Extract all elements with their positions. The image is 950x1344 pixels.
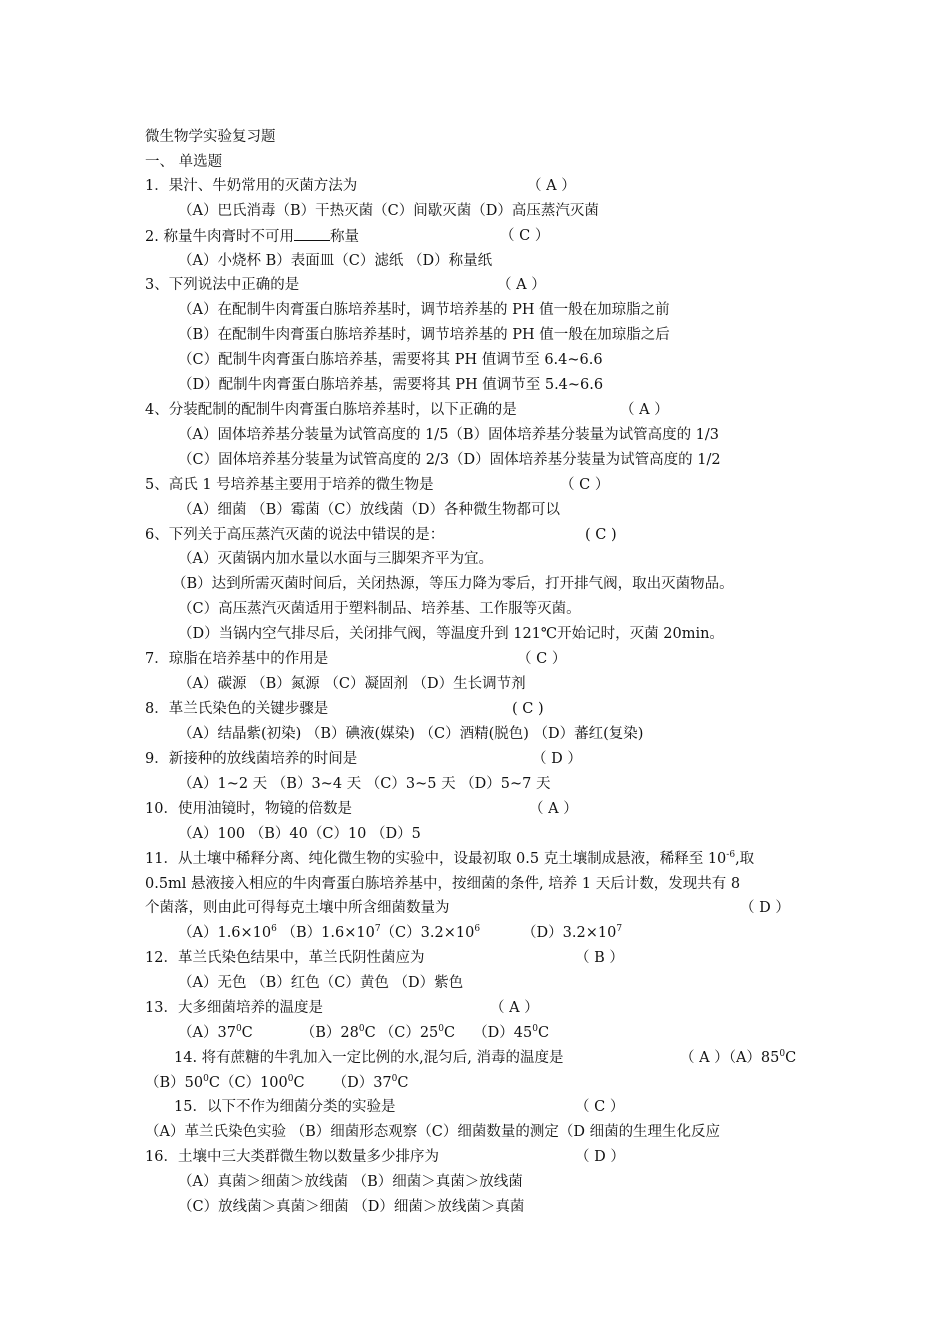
question-5-options: （A）细菌 （B）霉菌（C）放线菌（D）各种微生物都可以 xyxy=(178,502,560,518)
question-10-options: （A）100 （B）40（C）10 （D）5 xyxy=(178,826,421,842)
question-1-stem: 1．果汁、牛奶常用的灭菌方法为 xyxy=(145,178,358,194)
question-7-stem: 7．琼脂在培养基中的作用是 xyxy=(145,651,329,667)
question-6-option-b: （B）达到所需灭菌时间后，关闭热源，等压力降为零后，打开排气阀，取出灭菌物品。 xyxy=(172,576,734,592)
question-12-stem: 12．革兰氏染色结果中，革兰氏阴性菌应为 xyxy=(145,950,425,966)
question-2-options: （A）小烧杯 B）表面皿（C）滤纸 （D）称量纸 xyxy=(178,253,493,269)
question-15-answer: （ C ） xyxy=(575,1099,625,1115)
question-13-stem: 13．大多细菌培养的温度是 xyxy=(145,1000,323,1016)
question-11-answer: （ D ） xyxy=(740,900,790,916)
question-13-options: $(A)37^0C$ $(B)28^0C$ $(C)25^0C$ $(D)45^0C$ xyxy=(178,1024,550,1041)
question-8-stem: 8．革兰氏染色的关键步骤是 xyxy=(145,701,329,717)
question-1-options: （A）巴氏消毒（B）干热灭菌（C）间歇灭菌（D）高压蒸汽灭菌 xyxy=(178,203,599,219)
question-10-answer: （ A ） xyxy=(529,801,578,817)
question-5-stem: 5、高氏 1 号培养基主要用于培养的微生物是 xyxy=(145,477,434,493)
question-11-options: $(A)1.6\times 10^6$ $(B)1.6\times 10^7(C)3.2\times 10^6$ $(D)3.2\times 10^7$ xyxy=(178,924,623,941)
question-9-answer: （ D ） xyxy=(532,751,582,767)
question-5-answer: （ C ） xyxy=(560,477,610,493)
question-3-option-a: （A）在配制牛肉膏蛋白胨培养基时，调节培养基的 PH 值一般在加琼脂之前 xyxy=(178,302,670,318)
question-11-stem-line-1: 11．从土壤中稀释分离、纯化微生物的实验中，设最初取 0.5 克土壤制成悬液，稀释至 $10^{-6}$,取 xyxy=(145,850,755,867)
question-6-option-d: （D）当锅内空气排尽后，关闭排气阀，等温度升到 121℃开始记时，灭菌 20min。 xyxy=(178,626,724,642)
question-3-option-c: （C）配制牛肉膏蛋白胨培养基，需要将其 PH 值调节至 6.4~6.6 xyxy=(178,352,603,368)
fill-blank xyxy=(294,226,330,241)
question-6-stem: 6、下列关于高压蒸汽灭菌的说法中错误的是： xyxy=(145,527,445,543)
question-7-options: （A）碳源 （B）氮源 （C）凝固剂 （D）生长调节剂 xyxy=(178,676,526,692)
question-4-answer: （ A ） xyxy=(620,402,669,418)
question-16-stem: 16．土壤中三大类群微生物以数量多少排序为 xyxy=(145,1149,439,1165)
question-15-stem: 15．以下不作为细菌分类的实验是 xyxy=(174,1099,396,1115)
question-1-answer: （ A ） xyxy=(527,178,576,194)
question-14-options: $(B)50^0C(C)100^0C$ $(D)37^0C$ xyxy=(145,1074,409,1091)
question-4-stem: 4、分装配制的配制牛肉膏蛋白胨培养基时，以下正确的是 xyxy=(145,402,517,418)
question-2-stem: 2. 称量牛肉膏时不可用 称量 xyxy=(145,226,359,247)
question-16-options-cd: （C）放线菌＞真菌＞细菌 （D）细菌＞放线菌＞真菌 xyxy=(178,1199,525,1215)
question-6-answer: ( C ) xyxy=(585,527,617,543)
question-8-options: （A）结晶紫(初染) （B）碘液(媒染) （C）酒精(脱色) （D）蕃红(复染) xyxy=(178,726,644,742)
question-10-stem: 10．使用油镜时，物镜的倍数是 xyxy=(145,801,352,817)
question-11-stem-line-3: 个菌落，则由此可得每克土壤中所含细菌数量为 xyxy=(145,900,450,916)
question-3-answer: （ A ） xyxy=(497,277,546,293)
question-9-stem: 9．新接种的放线菌培养的时间是 xyxy=(145,751,358,767)
question-9-options: （A）1~2 天 （B）3~4 天 （C）3~5 天 （D）5~7 天 xyxy=(178,776,551,792)
question-3-option-d: （D）配制牛肉膏蛋白胨培养基，需要将其 PH 值调节至 5.4~6.6 xyxy=(178,377,604,393)
question-6-option-c: （C）高压蒸汽灭菌适用于塑料制品、培养基、工作服等灭菌。 xyxy=(178,601,581,617)
question-11-stem-line-2: 0.5ml 悬液接入相应的牛肉膏蛋白胨培养基中，按细菌的条件, 培养 1 天后计数，发现共有 8 xyxy=(145,876,741,892)
question-16-answer: （ D ） xyxy=(575,1149,625,1165)
question-16-options-ab: （A）真菌＞细菌＞放线菌 （B）细菌＞真菌＞放线菌 xyxy=(178,1174,523,1190)
document-title: 微生物学实验复习题 xyxy=(145,129,276,145)
question-15-options: （A）革兰氏染色实验 （B）细菌形态观察（C）细菌数量的测定（D 细菌的生理生化反应 xyxy=(145,1124,721,1140)
question-3-option-b: （B）在配制牛肉膏蛋白胨培养基时，调节培养基的 PH 值一般在加琼脂之后 xyxy=(178,327,670,343)
question-12-options: （A）无色 （B）红色（C）黄色 （D）紫色 xyxy=(178,975,464,991)
question-7-answer: （ C ） xyxy=(517,651,567,667)
question-13-answer: （ A ） xyxy=(490,1000,539,1016)
question-12-answer: （ B ） xyxy=(575,950,624,966)
question-3-stem: 3、下列说法中正确的是 xyxy=(145,277,300,293)
question-14-stem: 14. 将有蔗糖的牛乳加入一定比例的水,混匀后, 消毒的温度是 xyxy=(174,1050,564,1066)
question-14-answer: （ A ）$(A)85^0C$ xyxy=(680,1049,797,1066)
section-heading: 一、 单选题 xyxy=(145,154,223,170)
question-8-answer: ( C ) xyxy=(512,701,544,717)
question-4-options-cd: （C）固体培养基分装量为试管高度的 2/3（D）固体培养基分装量为试管高度的 1/2 xyxy=(178,452,721,468)
question-2-answer: （ C ） xyxy=(500,228,550,244)
question-6-option-a: （A）灭菌锅内加水量以水面与三脚架齐平为宜。 xyxy=(178,551,493,567)
question-4-options-ab: （A）固体培养基分装量为试管高度的 1/5（B）固体培养基分装量为试管高度的 1/3 xyxy=(178,427,720,443)
